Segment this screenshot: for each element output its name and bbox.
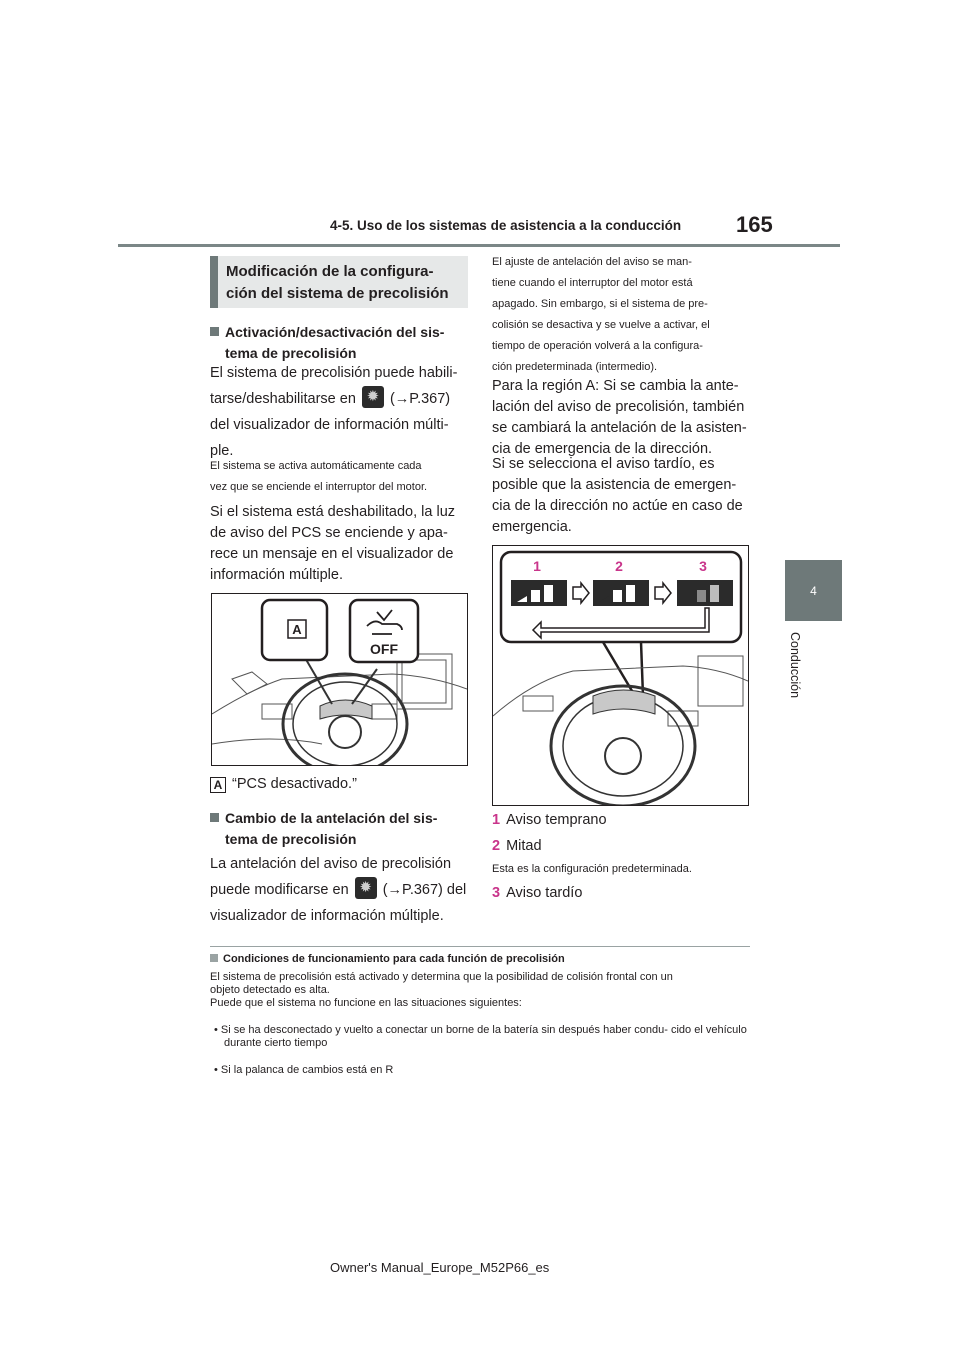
figure-caption: A “PCS desactivado.”	[210, 774, 468, 795]
settings-gear-icon	[355, 877, 377, 899]
notes-divider	[210, 946, 750, 947]
paragraph-disabled: Si el sistema está deshabilitado, la luz de aviso del PCS se enciende y apa- rece un mensaje en el visualizador de información múltiple.	[210, 504, 456, 583]
chapter-tab[interactable]	[785, 560, 842, 621]
list-item-late: 3 Aviso tardío	[492, 885, 583, 901]
paragraph-region-a: Para la región A: Si se cambia la ante- lación del aviso de precolisión, también se cambiará la antelación de la asisten- cia de emergencia de la dirección.	[492, 378, 747, 457]
caption-label-a: A	[210, 777, 226, 793]
figure-off-text: OFF	[370, 641, 398, 657]
setting-number-1: 1	[533, 558, 541, 574]
figure-pcs-off	[211, 593, 468, 766]
paragraph-late-warning: Si se selecciona el aviso tardío, es posible que la asistencia de emergen- cia de la dirección no actúe en caso de emergencia.	[492, 456, 743, 535]
middle-warning-bars-icon	[593, 580, 649, 606]
subheading-timing: Cambio de la antelación del sis- tema de precolisión	[210, 808, 468, 850]
page-number: 165	[736, 212, 773, 237]
figure-label-a: A	[292, 622, 302, 637]
square-bullet-icon	[210, 954, 218, 962]
late-warning-bars-icon	[677, 580, 733, 606]
section-title-box	[210, 256, 468, 308]
note-timing-retention: El ajuste de antelación del aviso se man- tiene cuando el interruptor del motor está apagado. Sin embargo, si el sistema de pre- colisión se desactiva y se vuelve a activar, el tiempo de operación volverá a la configura- ción predeterminada (intermedio).	[492, 256, 710, 373]
notes-body: El sistema de precolisión está activado y determina que la posibilidad de colisión frontal con un objeto detectado es alta. Puede que el sistema no funcione en las situaciones siguientes:	[210, 971, 673, 1009]
paragraph-enable: El sistema de precolisión puede habili- tarse/deshabilitarse en ✹ (→P.367) del visualizador de información múlti- ple.	[210, 360, 468, 464]
header-divider	[118, 244, 840, 247]
notes-bullet: • Si la palanca de cambios está en R	[214, 1064, 394, 1076]
setting-number-3: 3	[699, 558, 707, 574]
section-title-line: Modificación de la configura-	[226, 263, 434, 280]
chapter-label: Conducción	[788, 632, 802, 699]
square-bullet-icon	[210, 327, 219, 336]
early-warning-bars-icon	[511, 580, 567, 606]
chapter-number: 4	[810, 583, 817, 598]
list-item-early: 1 Aviso temprano	[492, 812, 607, 828]
note-auto-activation: El sistema se activa automáticamente cada vez que se enciende el interruptor del motor.	[210, 460, 428, 493]
note-default-setting: Esta es la configuración predeterminada.	[492, 863, 692, 875]
settings-gear-icon	[362, 386, 384, 408]
notes-bullet: • Si se ha desconectado y vuelto a conectar un borne de la batería sin después haber condu- cido el vehículo durante cierto tiempo	[214, 1024, 747, 1049]
footer-manual-id: Owner's Manual_Europe_M52P66_es	[330, 1260, 550, 1275]
list-item-middle: 2 Mitad	[492, 838, 542, 854]
subheading-activation: Activación/desactivación del sis- tema de precolisión	[210, 322, 468, 364]
notes-heading: Condiciones de funcionamiento para cada función de precolisión	[210, 953, 565, 965]
section-title-line: ción del sistema de precolisión	[226, 285, 449, 302]
timing-settings-illustration	[493, 546, 748, 805]
figure-timing-settings	[492, 545, 749, 806]
square-bullet-icon	[210, 813, 219, 822]
section-header-title: 4-5. Uso de los sistemas de asistencia a la conducción	[330, 218, 682, 233]
dashboard-illustration	[212, 594, 467, 765]
setting-number-2: 2	[615, 558, 623, 574]
paragraph-timing-change: La antelación del aviso de precolisión puede modificarse en ✹ (→P.367) del visualizador de información múltiple.	[210, 851, 468, 929]
